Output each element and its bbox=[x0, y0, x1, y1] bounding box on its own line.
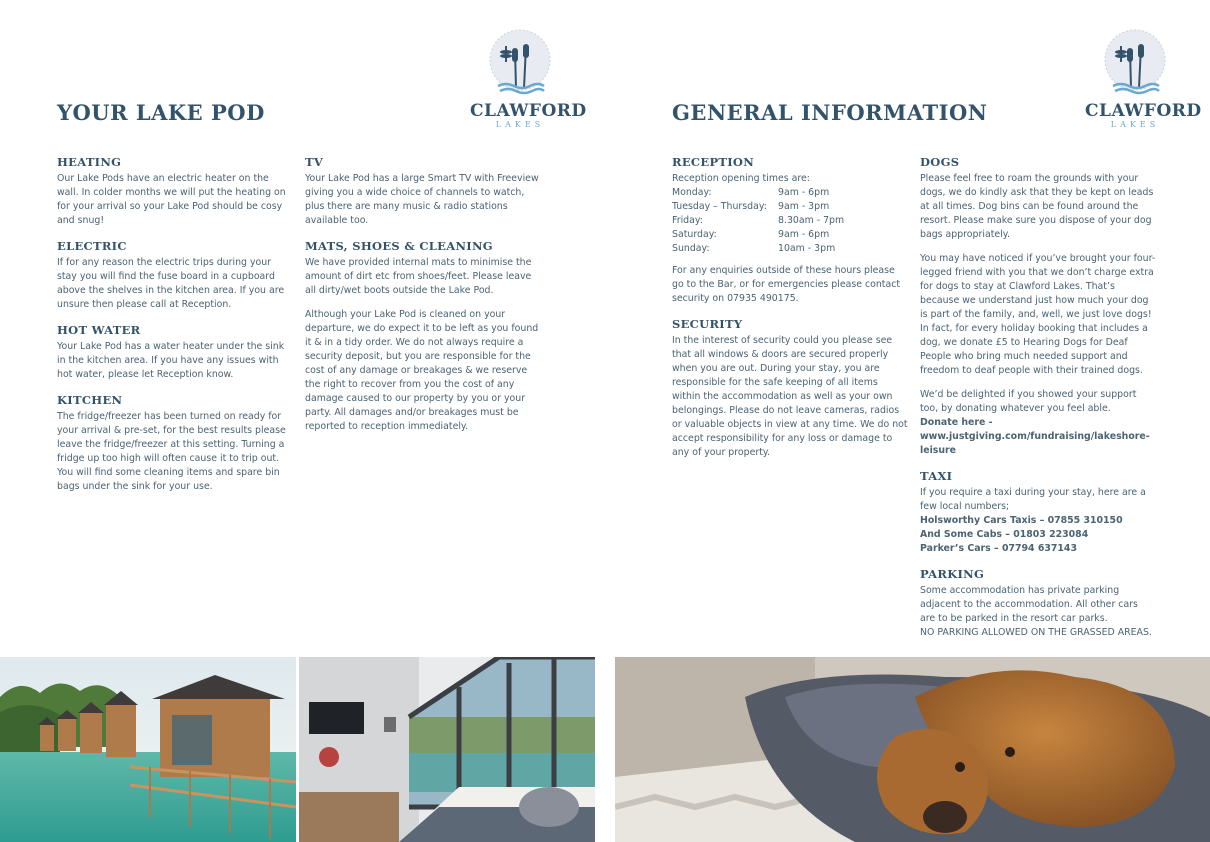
logo-sub: LAKES bbox=[1110, 120, 1160, 129]
dogs-section bbox=[920, 154, 1156, 458]
heading-electric: ELECTRIC bbox=[57, 239, 127, 253]
left-column-1 bbox=[57, 154, 293, 504]
hours-time: 10am - 3pm bbox=[778, 243, 836, 254]
hours-time: 8.30am - 7pm bbox=[778, 215, 845, 226]
kitchen-section bbox=[57, 392, 293, 494]
taxi-intro: If you require a taxi during your stay, here are a few local numbers; bbox=[920, 487, 1146, 512]
page-title: GENERAL INFORMATION bbox=[672, 100, 988, 125]
hours-time: 9am - 6pm bbox=[778, 229, 830, 240]
reception-section bbox=[672, 154, 908, 306]
parking-text: Some accommodation has private parking adjacent to the accommodation. All other cars are to be parked in the resort car parks. bbox=[920, 585, 1138, 624]
right-column-1 bbox=[672, 154, 908, 470]
dog-photo bbox=[615, 657, 1210, 842]
hours-row bbox=[672, 214, 908, 228]
mats-text-1: We have provided internal mats to minimise the amount of dirt etc from shoes/feet. Please leave all dirty/wet boots outside the Lake Pod. bbox=[305, 257, 532, 296]
heading-reception: RECEPTION bbox=[672, 155, 755, 169]
heading-security: SECURITY bbox=[672, 317, 743, 331]
hours-time: 9am - 3pm bbox=[778, 201, 830, 212]
heating-section bbox=[57, 154, 293, 228]
dogs-text-1: Please feel free to roam the grounds with your dogs, we do kindly ask that they be kept on leads at all times. Dog bins can be found around the resort. Please make sure you dispose of your dog bags appropriately. bbox=[920, 173, 1154, 240]
logo-name: CLAWFORD bbox=[1085, 101, 1202, 121]
hot-water-text: Your Lake Pod has a water heater under the sink in the kitchen area. If you have any issues with hot water, please let Reception know. bbox=[57, 341, 285, 380]
hours-row bbox=[672, 228, 908, 242]
mats-text-2: Although your Lake Pod is cleaned on your departure, we do expect it to be left as you found it & in a tidy order. We do not always require a security deposit, but you are responsible for the cost of any damage or breakages & we reserve the right to recover from you the cost of any damage caused to our property by you or your party. All damages and/or breakages must be reported to reception immediately. bbox=[305, 309, 539, 432]
hours-row bbox=[672, 200, 908, 214]
hours-day: Tuesday – Thursday: bbox=[672, 201, 767, 212]
kitchen-text: The fridge/freezer has been turned on ready for your arrival & pre-set, for the best results please leave the fridge/freezer at this setting. Turning a fridge up too high will often cause it to trip out. You will find some cleaning items and spare bin bags under the sink for your use. bbox=[57, 411, 286, 492]
parking-notice: NO PARKING ALLOWED ON THE GRASSED AREAS. bbox=[920, 627, 1152, 638]
left-column-2 bbox=[305, 154, 541, 444]
page-title: YOUR LAKE POD bbox=[57, 100, 265, 125]
heading-dogs: DOGS bbox=[920, 155, 960, 169]
dogs-text-2: You may have noticed if you’ve brought your four-legged friend with you that we don’t charge extra for dogs to stay at Clawford Lakes. That’s because we understand just how much your dog is part of the family, and, well, we just love dogs! In fact, for every holiday booking that includes a dog, we donate £5 to Hearing Dogs for Deaf People who bring much needed support and freedom to deaf people with their trained dogs. bbox=[920, 253, 1156, 376]
tv-text: Your Lake Pod has a large Smart TV with Freeview giving you a wide choice of channels to watch, plus there are many music & radio stations available too. bbox=[305, 173, 539, 226]
heading-mats: MATS, SHOES & CLEANING bbox=[305, 239, 493, 253]
hours-time: 9am - 6pm bbox=[778, 187, 830, 198]
heading-heating: HEATING bbox=[57, 155, 122, 169]
security-text: In the interest of security could you please see that all windows & doors are secured properly when you are out. During your stay, you are responsible for the safe keeping of all items within the accommodation as well as your own belongings. Please do not leave cameras, radios or valuable objects in view at any time. We do not accept responsibility for any loss or damage to any of your property. bbox=[672, 335, 908, 458]
hours-day: Friday: bbox=[672, 215, 703, 226]
taxi-number: Holsworthy Cars Taxis – 07855 310150 bbox=[920, 515, 1123, 526]
tv-section bbox=[305, 154, 541, 228]
hours-row bbox=[672, 186, 908, 200]
right-column-2 bbox=[920, 154, 1156, 650]
clawford-logo bbox=[470, 28, 587, 130]
heading-tv: TV bbox=[305, 155, 324, 169]
taxi-number: Parker’s Cars – 07794 637143 bbox=[920, 543, 1077, 554]
mats-section bbox=[305, 238, 541, 434]
heading-kitchen: KITCHEN bbox=[57, 393, 123, 407]
right-page bbox=[605, 0, 1210, 842]
electric-text: If for any reason the electric trips during your stay you will find the fuse board in a cupboard above the shelves in the kitchen area. If you are unsure then please call at Reception. bbox=[57, 257, 285, 310]
heading-parking: PARKING bbox=[920, 567, 985, 581]
logo-name: CLAWFORD bbox=[470, 101, 587, 121]
electric-section bbox=[57, 238, 293, 312]
heating-text: Our Lake Pods have an electric heater on the wall. In colder months we will put the heating on for your arrival so your Lake Pod should be cosy and snug! bbox=[57, 173, 286, 226]
donate-link[interactable]: Donate here - www.justgiving.com/fundraising/lakeshore-leisure bbox=[920, 417, 1150, 456]
dragonfly-logo-icon bbox=[488, 28, 552, 100]
reception-intro: Reception opening times are: bbox=[672, 173, 810, 184]
reception-note: For any enquiries outside of these hours please go to the Bar, or for emergencies please contact security on 07935 490175. bbox=[672, 265, 901, 304]
dragonfly-logo-icon bbox=[1103, 28, 1167, 100]
reception-hours bbox=[672, 186, 908, 256]
heading-taxi: TAXI bbox=[920, 469, 953, 483]
hours-row bbox=[672, 242, 908, 256]
taxi-section bbox=[920, 468, 1156, 556]
hours-day: Monday: bbox=[672, 187, 712, 198]
parking-section bbox=[920, 566, 1156, 640]
logo-sub: LAKES bbox=[495, 120, 545, 129]
pod-interior-photo bbox=[299, 657, 595, 842]
taxi-number: And Some Cabs – 01803 223084 bbox=[920, 529, 1089, 540]
clawford-logo bbox=[1085, 28, 1202, 130]
hot-water-section bbox=[57, 322, 293, 382]
lake-pods-photo bbox=[0, 657, 296, 842]
security-section bbox=[672, 316, 908, 460]
hours-day: Saturday: bbox=[672, 229, 717, 240]
heading-hot-water: HOT WATER bbox=[57, 323, 141, 337]
hours-day: Sunday: bbox=[672, 243, 710, 254]
dogs-text-3: We’d be delighted if you showed your support too, by donating whatever you feel able. bbox=[920, 389, 1137, 414]
